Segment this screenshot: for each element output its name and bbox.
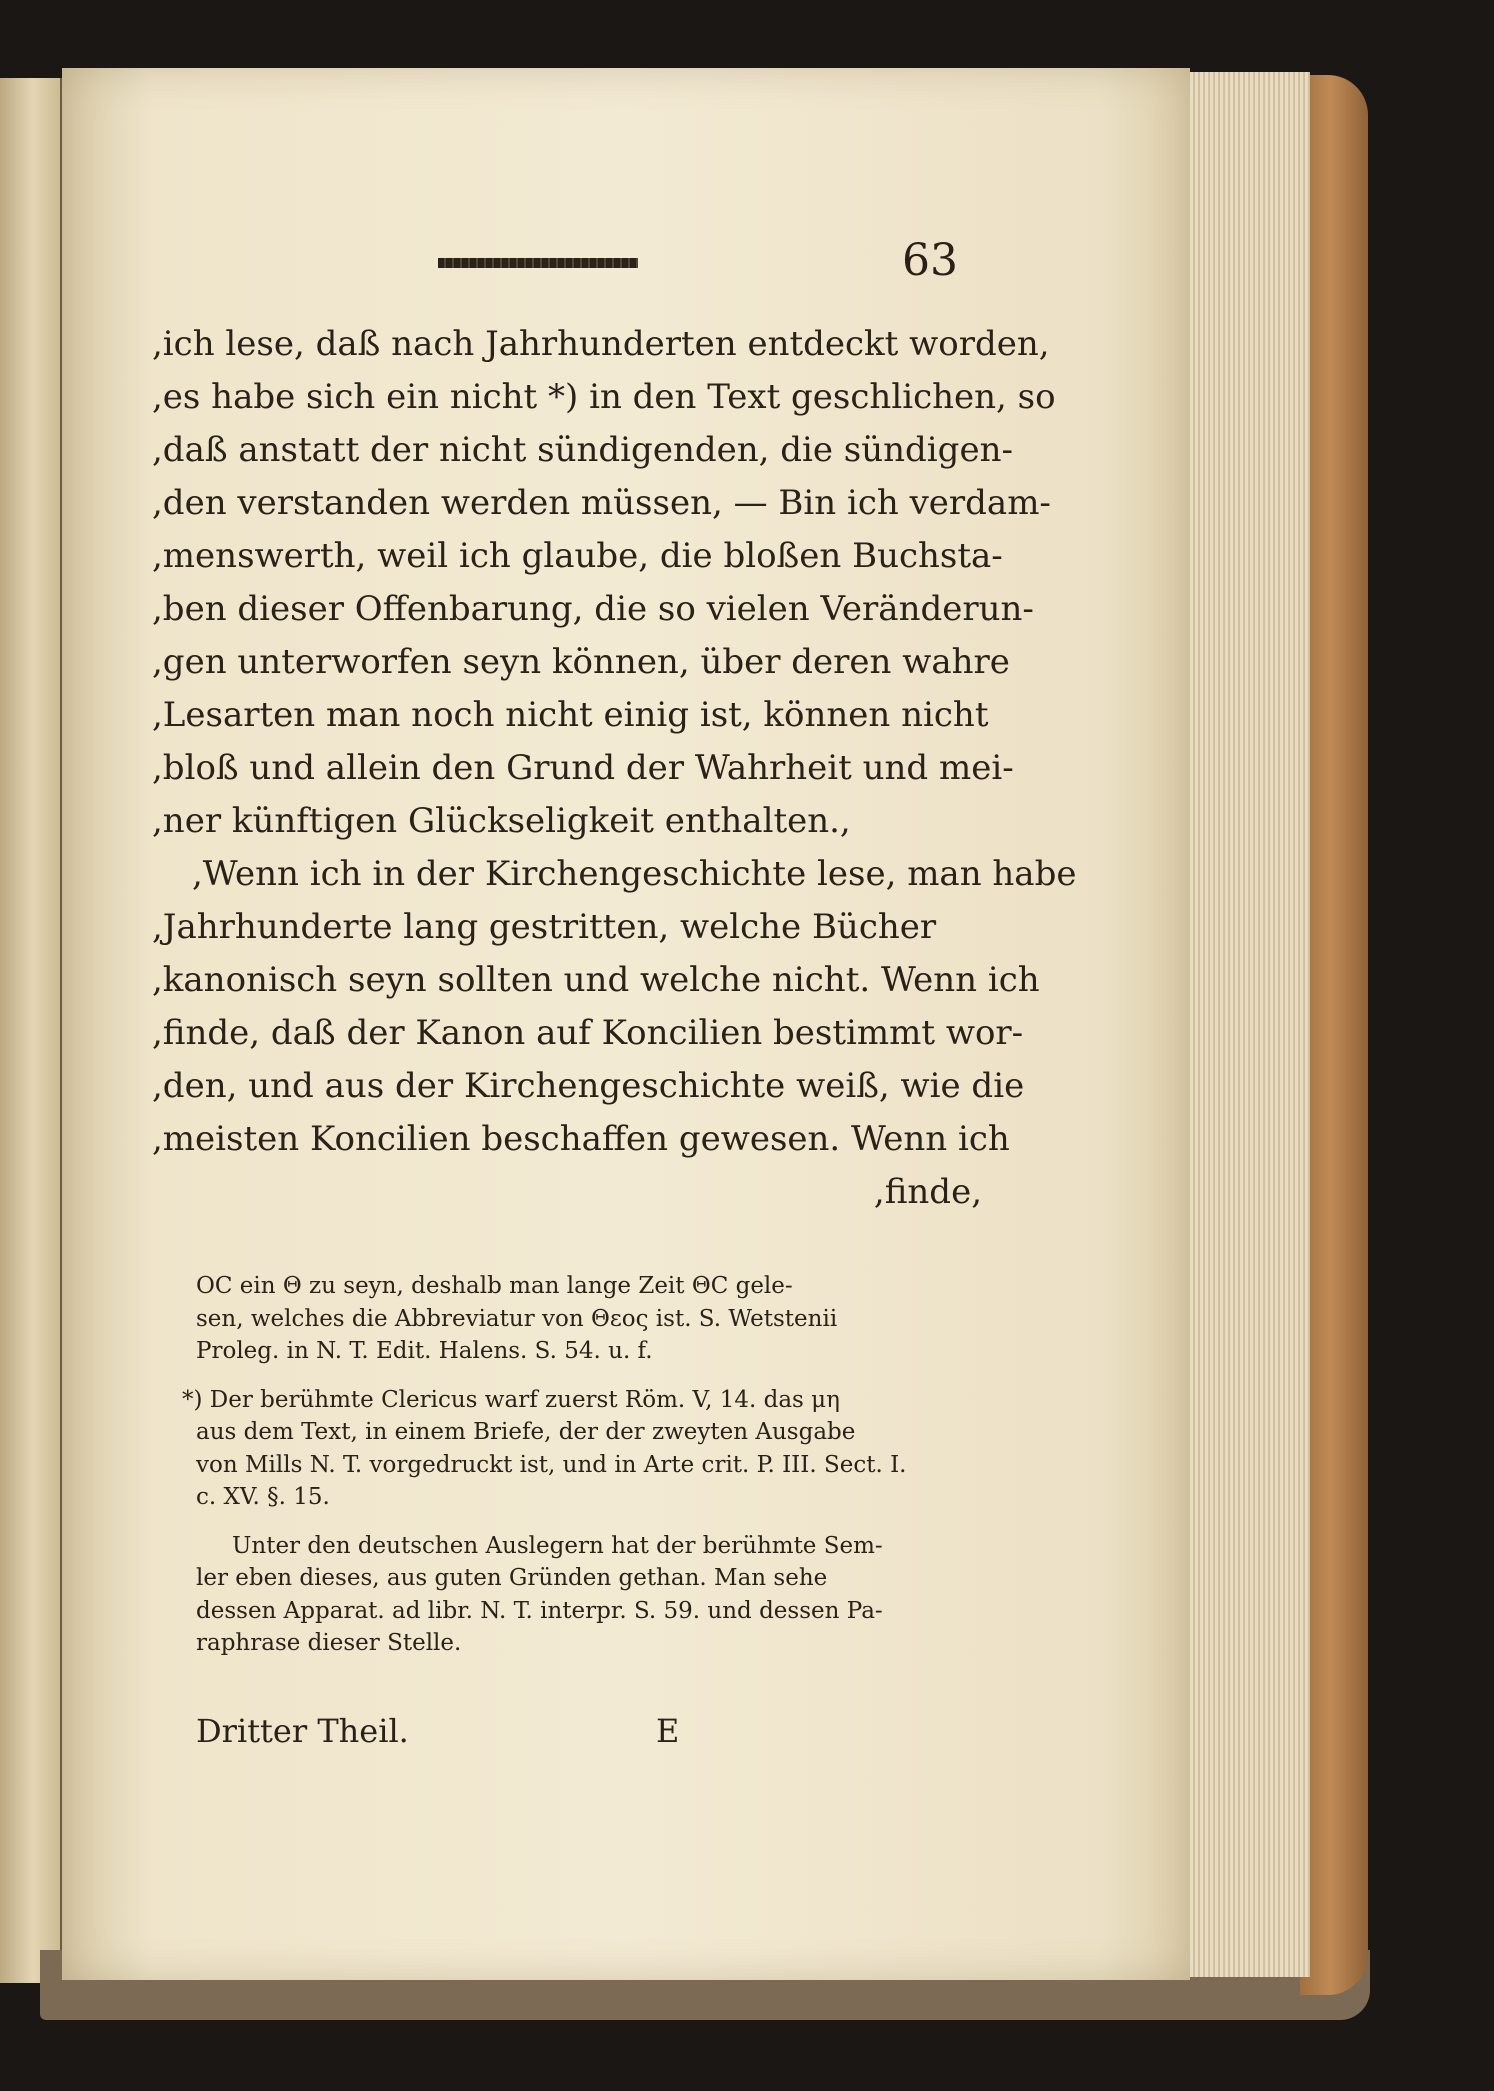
- body-text: [152, 318, 1077, 1219]
- body-line: ,ben dieser Offenbarung, die so vielen Veränderun-: [152, 589, 1034, 629]
- footnote-line: von Mills N. T. vorgedruckt ist, und in Arte crit. P. III. Sect. I.: [196, 1451, 907, 1478]
- footnote-line: Proleg. in N. T. Edit. Halens. S. 54. u. f.: [196, 1338, 653, 1364]
- body-line: ,menswerth, weil ich glaube, die bloßen Buchsta-: [152, 536, 1003, 576]
- footnote-line: *) Der berühmte Clericus warf zuerst Röm. V, 14. das μη: [182, 1386, 840, 1413]
- signature-line: Dritter Theil.: [196, 1712, 409, 1750]
- signature-mark: E: [656, 1712, 680, 1750]
- footnote-line: raphrase dieser Stelle.: [196, 1630, 462, 1656]
- body-line: ,Wenn ich in der Kirchengeschichte lese, man habe: [192, 854, 1077, 894]
- footnote-line: c. XV. §. 15.: [196, 1484, 330, 1510]
- body-line: ,es habe sich ein nicht *) in den Text geschlichen, so: [152, 377, 1056, 417]
- footnote-line: dessen Apparat. ad libr. N. T. interpr. S. 59. und dessen Pa-: [196, 1597, 883, 1624]
- footnote-line: ler eben dieses, aus guten Gründen gethan. Man sehe: [196, 1565, 828, 1591]
- body-line: ,kanonisch seyn sollten und welche nicht. Wenn ich: [152, 960, 1040, 1000]
- footnote-line: aus dem Text, in einem Briefe, der der zweyten Ausgabe: [196, 1419, 856, 1445]
- body-line: ,den, und aus der Kirchengeschichte weiß, wie die: [152, 1066, 1025, 1106]
- body-line: ,meisten Koncilien beschaffen gewesen. Wenn ich: [152, 1119, 1010, 1159]
- body-line: ,ich lese, daß nach Jahrhunderten entdeckt worden,: [152, 324, 1050, 364]
- body-line: ,Lesarten man noch nicht einig ist, können nicht: [152, 695, 989, 735]
- header-rule: [438, 258, 638, 268]
- footnote-line: Unter den deutschen Auslegern hat der berühmte Sem-: [232, 1532, 883, 1559]
- body-line: ,finde, daß der Kanon auf Koncilien bestimmt wor-: [152, 1013, 1024, 1053]
- body-line: ,bloß und allein den Grund der Wahrheit und mei-: [152, 748, 1014, 788]
- footnotes: [182, 1270, 986, 1660]
- catchword: ,finde,: [873, 1172, 982, 1212]
- body-line: ,den verstanden werden müssen, — Bin ich verdam-: [152, 483, 1051, 523]
- body-line: ,gen unterworfen seyn können, über deren wahre: [152, 642, 1010, 682]
- footnote-line: OC ein Θ zu seyn, deshalb man lange Zeit ΘC gele-: [196, 1273, 793, 1299]
- footnote-line: sen, welches die Abbreviatur von Θεος ist. S. Wetstenii: [196, 1305, 838, 1332]
- body-line: ,Jahrhunderte lang gestritten, welche Bücher: [152, 907, 937, 947]
- body-line: ,daß anstatt der nicht sündigenden, die sündigen-: [152, 430, 1013, 470]
- body-line: ,ner künftigen Glückseligkeit enthalten.,: [152, 801, 851, 841]
- page-number: 63: [902, 235, 958, 286]
